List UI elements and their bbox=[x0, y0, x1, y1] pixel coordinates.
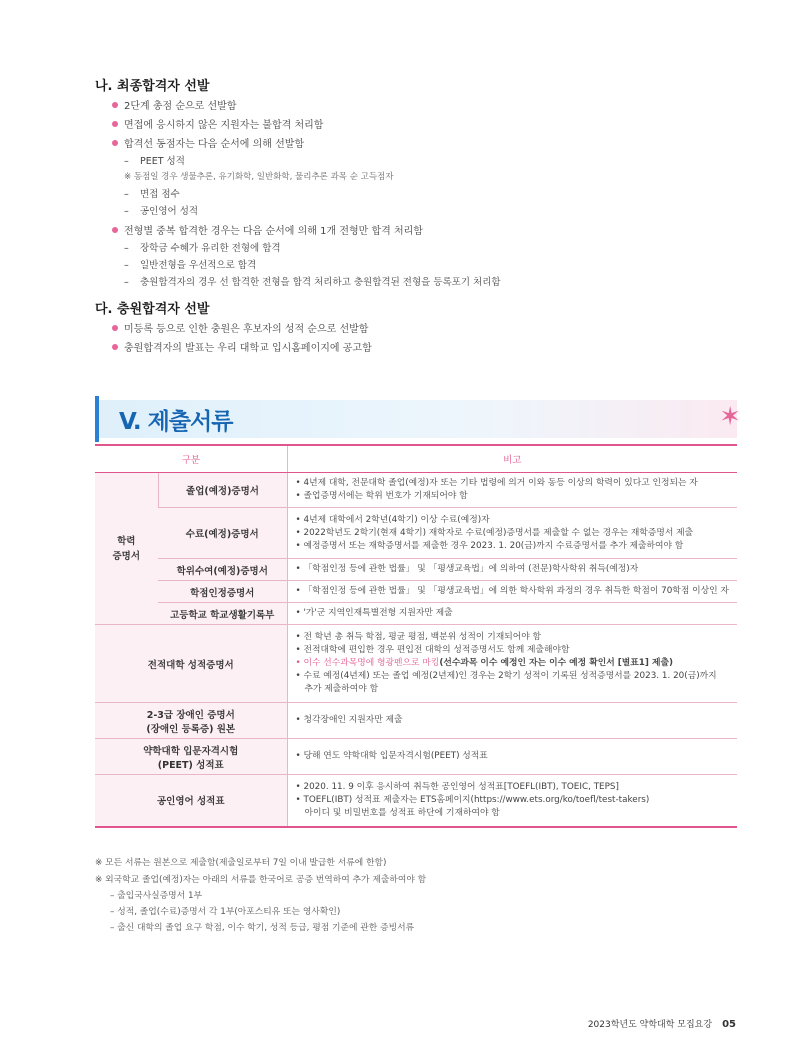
footnote-sub: – 성적, 졸업(수료)증명서 각 1부(아포스티유 또는 영사확인) bbox=[110, 907, 341, 917]
sub-item: – 충원합격자의 경우 선 합격한 전형을 합격 처리하고 충원합격된 전형을 등록포기 처리함 bbox=[124, 277, 501, 288]
bullet-icon bbox=[112, 121, 118, 127]
remarks-cell: • 4년제 대학, 전문대학 졸업(예정)자 또는 기타 법령에 의거 이와 동등 이상의 학력이 있다고 인정되는 자 • 졸업증명서에는 학위 번호가 기재되어야 함 bbox=[287, 473, 737, 508]
footnote-sub: – 출신 대학의 졸업 요구 학점, 이수 학기, 성적 등급, 평점 기준에 관한 증빙서류 bbox=[110, 923, 415, 933]
page-number: 05 bbox=[722, 1019, 736, 1030]
footnote: ※ 외국학교 졸업(예정)자는 아래의 서류를 한국어로 공증 번역하여 추가 제출하여야 함 bbox=[95, 875, 427, 885]
footnote: ※ 모든 서류는 원본으로 제출함(제출일로부터 7일 이내 발급한 서류에 한함) bbox=[95, 858, 387, 868]
remarks-cell: • 2020. 11. 9 이후 응시하여 취득한 공인영어 성적표[TOEFL(IBT), TOEIC, TEPS] • TOEFL(IBT) 성적표 제출자는 ETS홈페이지(https://www.ets.org/ko/toefl/test-takers) 아이디 및 비밀번호를 성적표 하단에 기재하여야 함 bbox=[287, 775, 737, 827]
list-item: 미등록 등으로 인한 충원은 후보자의 성적 순으로 선발함 bbox=[112, 320, 368, 335]
footnote-sub: – 출입국사실증명서 1부 bbox=[110, 891, 203, 901]
table-row bbox=[95, 625, 737, 703]
sub-item: – 장학금 수혜가 유리한 전형에 합격 bbox=[124, 243, 281, 254]
list-item: 전형별 중복 합격한 경우는 다음 순서에 의해 1개 전형만 합격 처리함 bbox=[112, 222, 423, 237]
table-row bbox=[95, 508, 737, 559]
bullet-icon bbox=[112, 325, 118, 331]
table-row bbox=[95, 603, 737, 625]
sub-item: – 공인영어 성적 bbox=[124, 206, 199, 217]
doc-transcript: 전적대학 성적증명서 bbox=[95, 625, 287, 703]
banner-accent-bar bbox=[95, 396, 99, 442]
table-row bbox=[95, 559, 737, 581]
remarks-cell: • 전 학년 총 취득 학점, 평균 평점, 백분위 성적이 기재되어야 함 • 전적대학에 편입한 경우 편입전 대학의 성적증명서도 함께 제출해야함 • 이수 선수과목명에 형광펜으로 마킹(선수과목 이수 예정인 자는 이수 예정 확인서 [별표1] 제출) • 수료 예정(4년제) 또는 졸업 예정(2년제)인 경우는 2학기 성적이 기록된 성적증명서를 2023. 1. 20(금)까지 추가 제출하여야 함 bbox=[287, 625, 737, 703]
header-remarks: 비고 bbox=[287, 445, 737, 473]
section-title-final: 나. 최종합격자 선발 bbox=[95, 79, 210, 94]
remarks-cell: • 「학점인정 등에 관한 법률」 및 「평생교육법」에 의하여 (전문)학사학위 취득(예정)자 bbox=[287, 559, 737, 581]
list-item: 2단계 총점 순으로 선발함 bbox=[112, 97, 237, 112]
doc-disability: 2-3급 장애인 증명서 (장애인 등록증) 원본 bbox=[95, 703, 287, 739]
doc-credit: 학점인정증명서 bbox=[158, 581, 287, 603]
bullet-icon bbox=[112, 102, 118, 108]
doc-graduation: 졸업(예정)증명서 bbox=[158, 473, 287, 508]
page-footer: 2023학년도 약학대학 모집요강 05 bbox=[587, 1019, 736, 1030]
sub-item: – 면접 점수 bbox=[124, 189, 180, 200]
remarks-cell: • 청각장애인 지원자만 제출 bbox=[287, 703, 737, 739]
doc-highschool-record: 고등학교 학교생활기록부 bbox=[158, 603, 287, 625]
doc-peet: 약학대학 입문자격시험 (PEET) 성적표 bbox=[95, 739, 287, 775]
remarks-cell: • 「학점인정 등에 관한 법률」 및 「평생교육법」에 의한 학사학위 과정의 경우 취득한 학점이 70학점 이상인 자 bbox=[287, 581, 737, 603]
table-row bbox=[95, 775, 737, 827]
sub-item: – 일반전형을 우선적으로 합격 bbox=[124, 260, 257, 271]
remarks-cell: • 4년제 대학에서 2학년(4학기) 이상 수료(예정)자 • 2022학년도 2학기(현재 4학기) 재학자로 수료(예정)증명서를 제출할 수 없는 경우는 재학증명서 제출 • 예정증명서 또는 재학증명서를 제출한 경우 2023. 1. 20(금)까지 수료증명서를 추가 제출하여야 함 bbox=[287, 508, 737, 559]
doc-english: 공인영어 성적표 bbox=[95, 775, 287, 827]
table-header-row bbox=[95, 445, 737, 473]
documents-table bbox=[95, 444, 737, 828]
bullet-icon bbox=[112, 140, 118, 146]
doc-degree: 학위수여(예정)증명서 bbox=[158, 559, 287, 581]
bullet-icon bbox=[112, 227, 118, 233]
doc-completion: 수료(예정)증명서 bbox=[158, 508, 287, 559]
bullet-icon bbox=[112, 344, 118, 350]
note: ※ 동점일 경우 생물추론, 유기화학, 일반화학, 물리추론 과목 순 고득점자 bbox=[124, 172, 394, 182]
banner-title: V. 제출서류 bbox=[119, 409, 233, 435]
section-title-additional: 다. 충원합격자 선발 bbox=[95, 302, 210, 317]
table-row bbox=[95, 739, 737, 775]
remarks-cell: • 당해 연도 약학대학 입문자격시험(PEET) 성적표 bbox=[287, 739, 737, 775]
category-academic: 학력 증명서 bbox=[95, 473, 158, 625]
list-item: 합격선 동점자는 다음 순서에 의해 선발함 bbox=[112, 135, 304, 150]
table-row bbox=[95, 581, 737, 603]
sparkle-icon: ✶ bbox=[719, 402, 741, 432]
table-row bbox=[95, 473, 737, 508]
header-category: 구분 bbox=[95, 445, 287, 473]
list-item: 충원합격자의 발표는 우리 대학교 입시홈페이지에 공고함 bbox=[112, 339, 372, 354]
table-row bbox=[95, 703, 737, 739]
list-item: 면접에 응시하지 않은 지원자는 불합격 처리함 bbox=[112, 116, 323, 131]
remarks-cell: • '가'군 지역인재특별전형 지원자만 제출 bbox=[287, 603, 737, 625]
section-banner bbox=[95, 396, 741, 442]
sub-item: – PEET 성적 bbox=[124, 156, 185, 167]
